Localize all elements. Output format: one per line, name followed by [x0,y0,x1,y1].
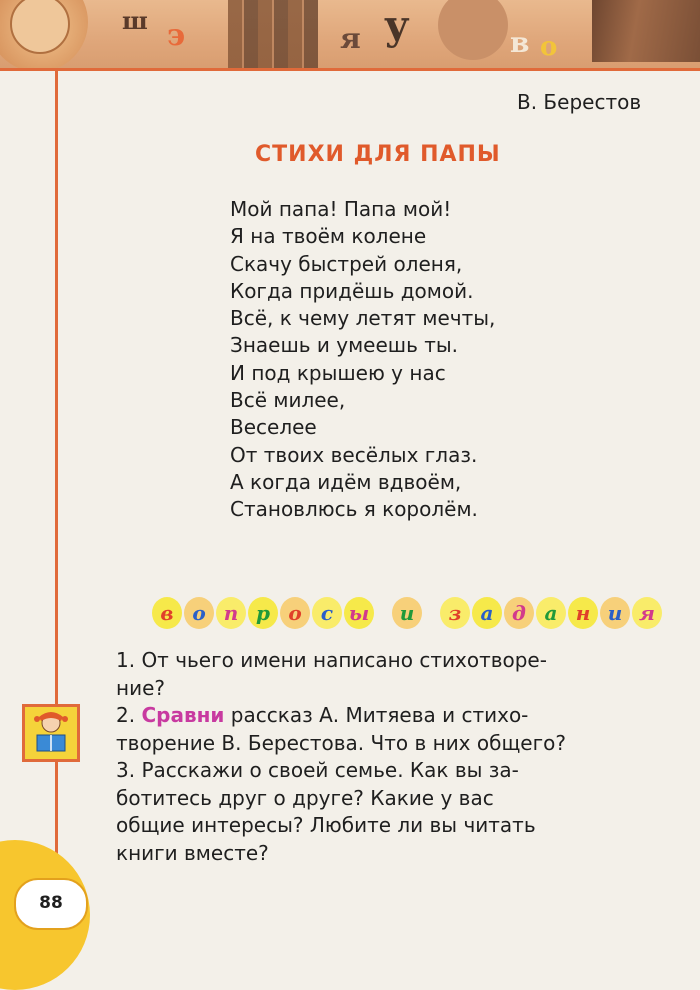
section-title-letter: о [184,597,214,629]
book-image [592,0,700,62]
header-banner [0,0,700,70]
header-letter: о [540,32,558,62]
poem-line: Всё милее, [230,388,346,413]
poem-line: Мой папа! Папа мой! [230,197,452,221]
section-title-letter: п [216,597,246,629]
poem-line: Всё, к чему летят мечты, [230,306,496,331]
poem-text [230,196,495,524]
task-line [116,702,676,730]
banner-rule [0,68,700,71]
section-title-letter: в [152,597,182,629]
section-title-letter: н [568,597,598,629]
poem-line: Знаешь и умеешь ты. [230,333,459,358]
section-title-letter: с [312,597,342,629]
section-title-letter: а [536,597,566,629]
task-line: ние? [116,675,165,700]
task-line: 1. От чьего имени написано стихотворе- [116,648,547,672]
author: В. Берестов [517,90,642,114]
header-letter: у [384,2,410,49]
task-line: общие интересы? Любите ли вы читать [116,813,536,837]
moon-icon [438,0,508,60]
poem-line: Когда придёшь домой. [230,278,474,303]
header-letter: э [167,18,186,53]
section-title-letter: а [472,597,502,629]
child-reading-book-icon [22,704,80,762]
task-line: творение В. Берестова. Что в них общего? [116,730,566,755]
margin-rule [55,70,58,954]
poem-line: Я на твоём колене [230,224,427,249]
poem-line: От твоих весёлых глаз. [230,442,478,467]
word-gap [424,597,438,633]
word-gap [376,597,390,633]
section-title-letter: и [392,597,422,629]
page-number: 88 [14,878,88,930]
section-title-letter: я [632,597,662,629]
task-line: 3. Расскажи о своей семье. Как вы за- [116,758,519,782]
section-title-letter: з [440,597,470,629]
task-keyword: Сравни [141,703,225,727]
section-title-letter: и [600,597,630,629]
section-title-letter: о [280,597,310,629]
header-letter: в [510,26,530,59]
task-line: книги вместе? [116,840,269,865]
task-line: ботитесь друг о друге? Какие у вас [116,785,494,810]
poem-title: СТИХИ ДЛЯ ПАПЫ [255,142,501,167]
poem-line: Веселее [230,415,317,440]
tasks-list [116,647,676,867]
poem-line: Становлюсь я королём. [230,497,478,522]
header-letter: я [340,22,361,55]
poem-line: А когда идём вдвоём, [230,469,462,494]
task-text: рассказ А. Митяева и стихо- [224,703,529,727]
sun-face-icon [0,0,88,70]
section-title-questions [152,597,662,633]
header-letter: ш [122,6,148,35]
poem-line: И под крышею у нас [230,360,446,385]
poem-line: Скачу быстрей оленя, [230,251,463,276]
section-title-letter: ы [344,597,374,629]
task-number: 2. [116,703,142,727]
section-title-letter: д [504,597,534,629]
books-image [228,0,318,68]
section-title-letter: р [248,597,278,629]
